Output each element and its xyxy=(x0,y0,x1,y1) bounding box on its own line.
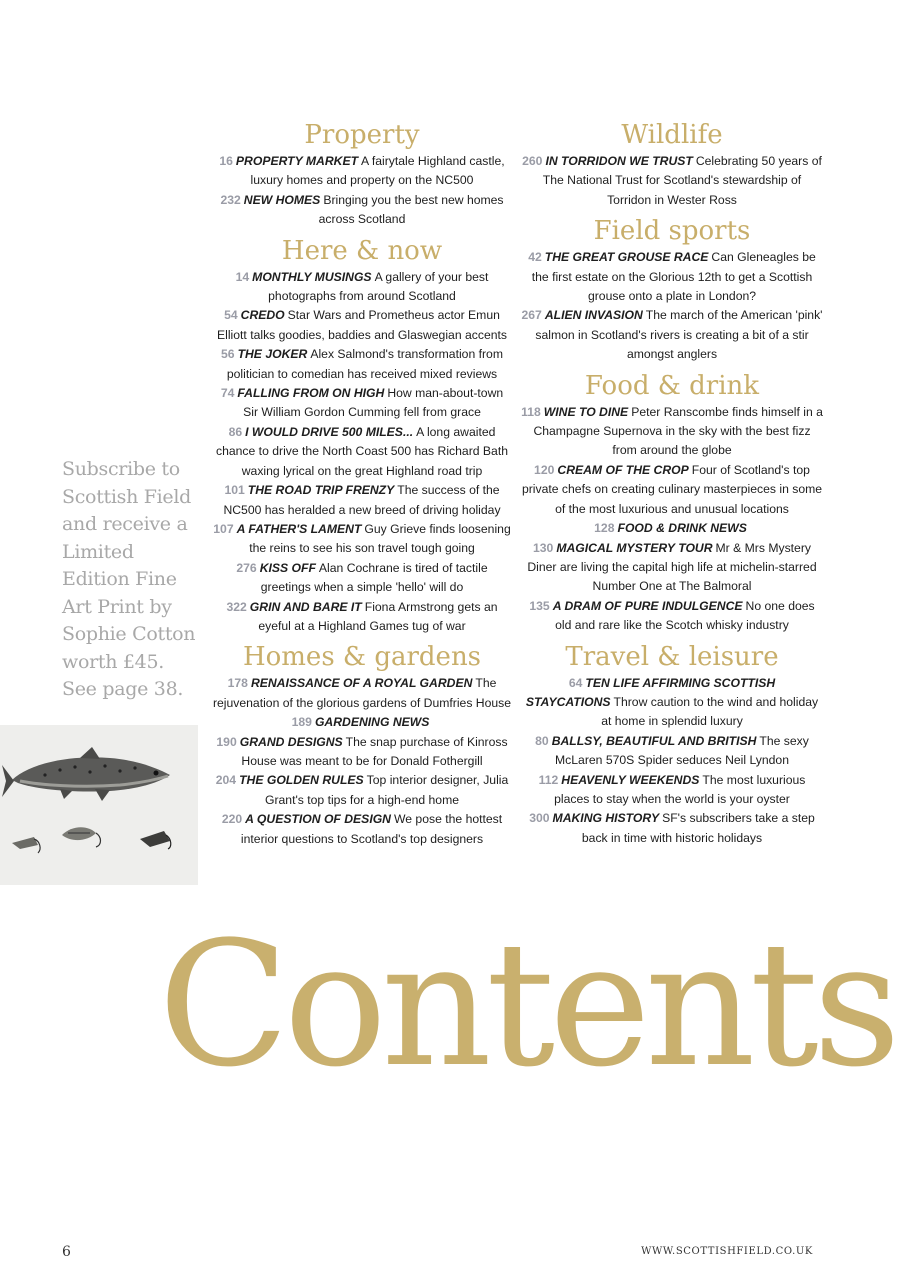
entry-page-number: 130 xyxy=(532,540,554,555)
entry-title: MAKING HISTORY xyxy=(552,811,660,826)
entry-title: ALIEN INVASION xyxy=(544,308,643,323)
section-heading: Here & now xyxy=(281,235,443,266)
contents-entry[interactable] xyxy=(520,809,824,848)
entry-page-number: 54 xyxy=(224,308,238,323)
entry-description: SF's subscribers take a step back in time with historic holidays xyxy=(581,811,815,845)
entry-description: Alan Cochrane is tired of tactile greetings when a simple 'hello' will do xyxy=(260,560,488,595)
entry-page-number: 80 xyxy=(535,733,549,748)
entry-description: Celebrating 50 years of The National Trust for Scotland's stewardship of Torridon in Wester Ross xyxy=(542,154,822,207)
entry-title: CREAM OF THE CROP xyxy=(557,462,689,477)
contents-left-column xyxy=(212,118,512,853)
contents-entry[interactable] xyxy=(520,519,824,538)
entry-description: The march of the American 'pink' salmon in Scotland's rivers is creating a bit of a stir amongst anglers xyxy=(535,308,823,362)
contents-entry[interactable] xyxy=(212,481,512,520)
entry-description: Star Wars and Prometheus actor Emun Elliott talks goodies, baddies and Glaswegian accents xyxy=(217,308,507,342)
entry-page-number: 260 xyxy=(522,154,543,168)
entry-page-number: 190 xyxy=(216,734,237,749)
entry-description: Can Gleneagles be the first estate on the Glorious 12th to get a Scottish grouse onto a plate in London? xyxy=(531,250,816,304)
entry-title: A FATHER'S LAMENT xyxy=(236,521,362,536)
contents-entry[interactable] xyxy=(520,403,824,461)
entry-page-number: 300 xyxy=(529,811,550,826)
entry-description: No one does old and rare like the Scotch whisky industry xyxy=(555,598,815,633)
entry-description: Mr & Mrs Mystery Diner are living the capital high life at michelin-starred Number One at The Balmoral xyxy=(527,540,817,594)
entry-page-number: 42 xyxy=(528,250,542,265)
entry-title: TEN LIFE AFFIRMING SCOTTISH STAYCATIONS xyxy=(525,675,776,709)
section-heading: Travel & leisure xyxy=(565,641,779,672)
contents-entry[interactable] xyxy=(520,152,824,210)
entry-page-number: 128 xyxy=(594,521,615,536)
contents-entry[interactable] xyxy=(212,713,512,732)
contents-entry[interactable] xyxy=(520,306,824,364)
contents-entry[interactable] xyxy=(520,597,824,636)
entry-page-number: 120 xyxy=(534,462,555,477)
entry-description: The sexy McLaren 570S Spider seduces Neil Lyndon xyxy=(555,733,809,768)
website-url[interactable]: WWW.SCOTTISHFIELD.CO.UK xyxy=(641,1246,813,1257)
entry-description: The snap purchase of Kinross House was meant to be for Donald Fothergill xyxy=(241,734,508,768)
entry-page-number: 74 xyxy=(220,386,235,401)
section-heading: Field sports xyxy=(593,216,751,247)
section-heading: Homes & gardens xyxy=(242,642,482,673)
entry-title: RENAISSANCE OF A ROYAL GARDEN xyxy=(250,676,473,691)
contents-entry[interactable] xyxy=(520,771,824,810)
entry-title: THE ROAD TRIP FRENZY xyxy=(247,483,395,498)
entry-title: A QUESTION OF DESIGN xyxy=(245,812,391,827)
entry-title: GARDENING NEWS xyxy=(314,715,430,730)
entry-description: A fairytale Highland castle, luxury homes and property on the NC500 xyxy=(250,154,505,188)
entry-title: MONTHLY MUSINGS xyxy=(252,269,372,284)
contents-section xyxy=(212,640,512,849)
entry-title: A DRAM OF PURE INDULGENCE xyxy=(552,598,743,613)
entry-title: WINE TO DINE xyxy=(543,404,629,419)
contents-section xyxy=(520,369,824,636)
entry-title: GRAND DESIGNS xyxy=(239,734,343,749)
contents-entry[interactable] xyxy=(212,559,512,598)
entry-title: THE JOKER xyxy=(237,347,308,362)
contents-section xyxy=(520,118,824,210)
entry-title: BALLSY, BEAUTIFUL AND BRITISH xyxy=(551,733,757,748)
contents-entry[interactable] xyxy=(520,248,824,306)
entry-title: THE GOLDEN RULES xyxy=(239,773,364,788)
contents-entry[interactable] xyxy=(212,306,512,345)
entry-page-number: 189 xyxy=(291,715,312,730)
contents-entry[interactable] xyxy=(212,771,512,810)
entry-page-number: 56 xyxy=(221,347,235,362)
contents-entry[interactable] xyxy=(212,268,512,307)
entry-page-number: 16 xyxy=(219,154,233,168)
contents-entry[interactable] xyxy=(212,423,512,481)
entry-title: MAGICAL MYSTERY TOUR xyxy=(556,540,713,555)
trout-and-fishing-flies-icon xyxy=(0,725,198,885)
entry-description: Top interior designer, Julia Grant's top tips for a high-end home xyxy=(264,773,509,807)
entry-page-number: 86 xyxy=(228,424,243,439)
entry-title: GRIN AND BARE IT xyxy=(249,599,362,614)
entry-page-number: 267 xyxy=(521,308,542,323)
entry-description: Alex Salmond's transformation from politician to comedian has received mixed reviews xyxy=(226,347,503,381)
section-heading: Food & drink xyxy=(584,370,760,401)
entry-page-number: 322 xyxy=(226,599,247,614)
entry-page-number: 14 xyxy=(235,269,250,284)
section-heading: Wildlife xyxy=(621,120,723,150)
entry-title: IN TORRIDON WE TRUST xyxy=(545,154,693,168)
contents-entry[interactable] xyxy=(212,810,512,849)
contents-section xyxy=(520,214,824,364)
contents-entry[interactable] xyxy=(212,733,512,772)
contents-section xyxy=(212,118,512,230)
contents-entry[interactable] xyxy=(212,520,512,559)
entry-description: Guy Grieve finds loosening the reins to see his son travel tough going xyxy=(249,521,511,556)
entry-description: How man-about-town Sir William Gordon Cumming fell from grace xyxy=(243,386,504,420)
contents-entry[interactable] xyxy=(212,152,512,191)
entry-description: Fiona Armstrong gets an eyeful at a Highland Games tug of war xyxy=(258,599,498,633)
entry-description: Peter Ranscombe finds himself in a Champagne Supernova in the sky with the best fizz from around the globe xyxy=(533,404,823,458)
contents-entry[interactable] xyxy=(212,598,512,637)
entry-title: I WOULD DRIVE 500 MILES... xyxy=(245,424,414,439)
entry-description: Four of Scotland's top private chefs on creating culinary masterpieces in some of the most luxurious and unusual locations xyxy=(521,462,823,516)
entry-description: The most luxurious places to stay when the world is your oyster xyxy=(554,772,806,806)
contents-title: Contents xyxy=(158,904,896,1105)
contents-entry[interactable] xyxy=(520,539,824,597)
subscription-promo[interactable]: Subscribe to Scottish Field and receive a Limited Edition Fine Art Print by Sophie Cotton worth £45. See page 38. xyxy=(62,458,196,700)
fish-illustration xyxy=(0,725,198,885)
entry-description: A long awaited chance to drive the North Coast 500 has Richard Bath waxing lyrical on the great Highland road trip xyxy=(216,424,508,478)
entry-description: A gallery of your best photographs from around Scotland xyxy=(268,269,489,304)
entry-title: CREDO xyxy=(240,308,285,323)
entry-title: PROPERTY MARKET xyxy=(235,154,359,168)
entry-page-number: 276 xyxy=(236,560,257,575)
page-number: 6 xyxy=(62,1244,71,1260)
entry-page-number: 101 xyxy=(224,483,245,498)
contents-section xyxy=(212,234,512,637)
entry-page-number: 118 xyxy=(521,404,541,419)
entry-title: FALLING FROM ON HIGH xyxy=(237,386,385,401)
entry-title: FOOD & DRINK NEWS xyxy=(617,521,747,536)
entry-page-number: 220 xyxy=(221,812,243,827)
contents-section xyxy=(520,640,824,849)
contents-right-column xyxy=(520,118,824,852)
entry-page-number: 135 xyxy=(529,598,550,613)
contents-entry[interactable] xyxy=(212,345,512,384)
entry-page-number: 107 xyxy=(213,521,234,536)
entry-description: We pose the hottest interior questions to Scotland's top designers xyxy=(240,812,503,846)
entry-title: THE GREAT GROUSE RACE xyxy=(544,250,709,265)
contents-entry[interactable] xyxy=(520,674,824,732)
entry-description: The success of the NC500 has heralded a new breed of driving holiday xyxy=(223,483,501,517)
entry-description: Bringing you the best new homes across Scotland xyxy=(318,192,504,227)
entry-page-number: 204 xyxy=(215,773,237,788)
entry-page-number: 64 xyxy=(568,675,583,690)
entry-title: KISS OFF xyxy=(259,560,316,575)
entry-title: NEW HOMES xyxy=(243,192,321,207)
contents-entry[interactable] xyxy=(212,674,512,713)
entry-page-number: 178 xyxy=(227,676,248,691)
section-heading: Property xyxy=(304,120,420,150)
contents-entry[interactable] xyxy=(212,384,512,423)
entry-page-number: 112 xyxy=(538,772,559,787)
entry-description: The rejuvenation of the glorious gardens of Dumfries House xyxy=(212,676,512,710)
entry-title: HEAVENLY WEEKENDS xyxy=(561,772,700,787)
contents-entry[interactable] xyxy=(520,461,824,519)
entry-description: Throw caution to the wind and holiday at home in splendid luxury xyxy=(601,694,819,729)
entry-page-number: 232 xyxy=(220,192,241,207)
contents-entry[interactable] xyxy=(520,732,824,771)
contents-entry[interactable] xyxy=(212,191,512,230)
